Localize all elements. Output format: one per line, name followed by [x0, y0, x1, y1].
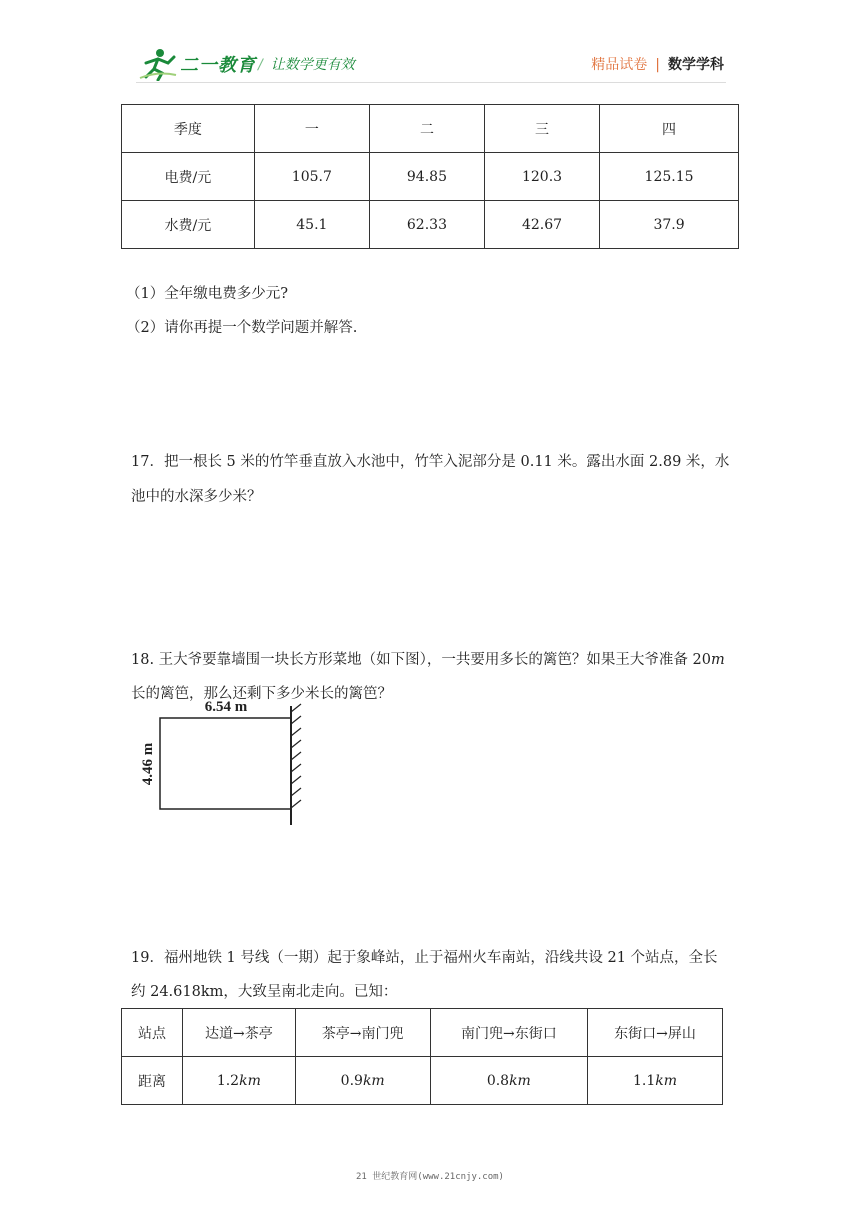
- logo-text: 二一教育: [180, 55, 256, 76]
- q18-line1-text: 18. 王大爷要靠墙围一块长方形菜地（如下图），一共要用多长的篱笆？如果王大爷准备 20: [131, 652, 711, 668]
- slogan-slash: /: [258, 57, 263, 73]
- distance-unit: km: [655, 1072, 677, 1089]
- q19-line2: 约 24.618km，大致呈南北走向。已知：: [131, 984, 398, 1000]
- runner-logo-icon: [138, 47, 178, 81]
- table-cell: 45.1: [254, 201, 369, 249]
- table-cell: 105.7: [254, 153, 369, 201]
- q17-line1: 17．把一根长 5 米的竹竿垂直放入水池中，竹竿入泥部分是 0.11 米。露出水面 2.89 米，水: [131, 454, 730, 470]
- header-tags: [591, 54, 724, 74]
- table-cell: 94.85: [369, 153, 484, 201]
- fee-table: [121, 104, 739, 249]
- distance-value: 1.1: [632, 1072, 656, 1089]
- table-row: [122, 1009, 723, 1057]
- table-header-cell: 四: [600, 105, 739, 153]
- garden-rectangle: [160, 718, 291, 809]
- table-header-cell: 季度: [122, 105, 255, 153]
- table-row: [122, 201, 739, 249]
- q18-line2: 长的篱笆，那么还剩下多少米长的篱笆？: [131, 686, 392, 702]
- table-row: [122, 153, 739, 201]
- table-cell: 37.9: [600, 201, 739, 249]
- garden-figure: [138, 694, 308, 829]
- width-label: 6.54 m: [204, 699, 248, 715]
- height-label: 4.46 m: [140, 742, 156, 786]
- distance-unit: km: [239, 1072, 261, 1089]
- tag-subject: 数学学科: [668, 57, 724, 73]
- page-footer: 21 世纪教育网(www.21cnjy.com): [356, 1172, 504, 1182]
- q16-sub2: （2）请你再提一个数学问题并解答.: [126, 320, 358, 336]
- distance-value: 1.2: [216, 1072, 240, 1089]
- table-cell: 电费/元: [122, 153, 255, 201]
- tag-separator: |: [655, 57, 660, 73]
- distance-value: 0.9: [340, 1072, 363, 1089]
- q17-line2: 池中的水深多少米？: [131, 489, 262, 505]
- header-divider: [136, 82, 726, 83]
- table-header-cell: 一: [254, 105, 369, 153]
- table-cell: 62.33: [369, 201, 484, 249]
- table-header-cell: 二: [369, 105, 484, 153]
- table-cell: [295, 1057, 430, 1105]
- page-header: [0, 0, 860, 90]
- slogan-text: 让数学更有效: [270, 57, 355, 73]
- station-table: [121, 1008, 723, 1105]
- table-row: [122, 1057, 723, 1105]
- tag-quality-paper: 精品试卷: [591, 57, 648, 73]
- table-row: [122, 105, 739, 153]
- table-header-cell: 东街口→屏山: [587, 1009, 722, 1057]
- q19-line1: 19．福州地铁 1 号线（一期）起于象峰站，止于福州火车南站，沿线共设 21 个站点，全长: [131, 950, 718, 966]
- table-cell: [430, 1057, 587, 1105]
- distance-value: 0.8: [486, 1072, 510, 1089]
- slogan: [258, 54, 355, 74]
- q16-sub1: （1）全年缴电费多少元?: [126, 286, 288, 302]
- distance-unit: km: [509, 1072, 531, 1089]
- wall-hatching: [291, 704, 301, 808]
- distance-unit: km: [362, 1072, 385, 1089]
- table-cell: 125.15: [600, 153, 739, 201]
- table-cell: 42.67: [484, 201, 599, 249]
- table-cell: 水费/元: [122, 201, 255, 249]
- q18-line1: [131, 650, 725, 670]
- table-header-cell: 茶亭→南门兜: [295, 1009, 430, 1057]
- table-header-cell: 站点: [122, 1009, 183, 1057]
- table-header-cell: 南门兜→东街口: [430, 1009, 587, 1057]
- q18-unit: m: [710, 652, 725, 668]
- table-cell: 120.3: [484, 153, 599, 201]
- table-cell: [587, 1057, 722, 1105]
- logo: [138, 46, 256, 82]
- table-cell: 距离: [122, 1057, 183, 1105]
- table-cell: [183, 1057, 296, 1105]
- table-header-cell: 达道→茶亭: [183, 1009, 296, 1057]
- table-header-cell: 三: [484, 105, 599, 153]
